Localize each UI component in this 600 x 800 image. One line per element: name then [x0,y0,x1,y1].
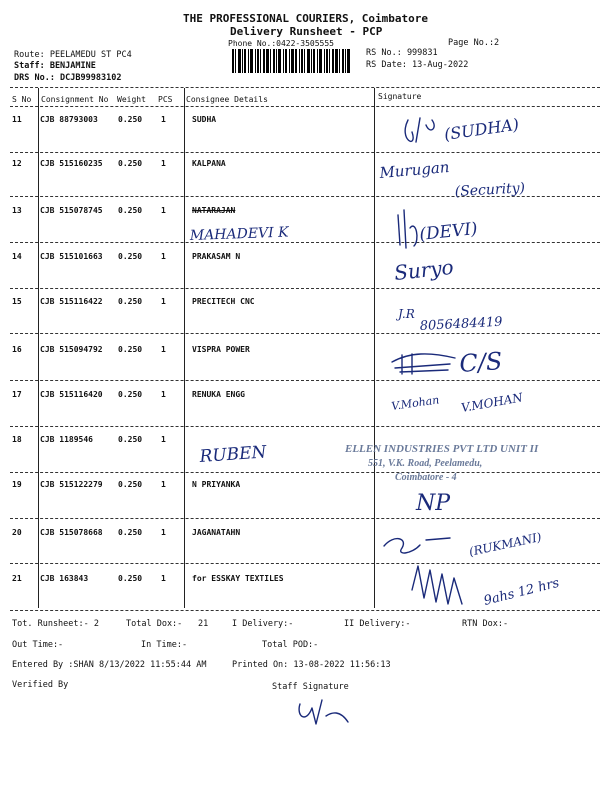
sig-r13: (DEVI) [418,218,479,245]
sig-r18: RUBEN [198,442,268,467]
row-consignee: N PRIYANKA [192,480,241,489]
row-sno: 18 [12,435,22,444]
row-consignee: JAGANATAHN [192,528,241,537]
company-title: THE PROFESSIONAL COURIERS, Coimbatore [183,12,429,25]
stamp-line1: ELLEN INDUSTRIES PVT LTD UNIT II [345,443,539,455]
total-dox-label: Total Dox:- [126,619,183,629]
rs-date: RS Date: 13-Aug-2022 [366,60,469,70]
col-sno: S No [12,95,32,104]
row-consignment: CJB 515101663 [40,252,103,261]
col-pcs: PCS [158,95,173,104]
stamp-line3: Coimbatore - 4 [395,472,457,483]
row-weight: 0.250 [118,435,143,444]
sig-r21: 9ahs 12 hrs [482,575,561,609]
col-signature: Signature [378,92,422,101]
row-pcs: 1 [161,574,166,583]
sig-r14: Suryo [393,254,455,285]
row-consignment: CJB 163843 [40,574,89,583]
row-consignment: CJB 515078668 [40,528,103,537]
row-consignee: PRECITECH CNC [192,297,255,306]
sig-r15-a: J.R [398,307,415,321]
total-pod: Total POD:- [262,640,319,650]
ii-delivery: II Delivery:- [344,619,411,629]
drs-number: DRS No.: DCJB99983102 [14,73,122,83]
row-consignment: CJB 515078745 [40,206,103,215]
row-consignment: CJB 515160235 [40,159,103,168]
row-sno: 13 [12,206,22,215]
row-consignee: SUDHA [192,115,217,124]
entered-by: Entered By :SHAN 8/13/2022 11:55:44 AM [12,660,207,670]
row-pcs: 1 [161,252,166,261]
row-consignee: RENUKA ENGG [192,390,245,399]
row-weight: 0.250 [118,480,143,489]
row-sno: 14 [12,252,22,261]
row-consignee: for ESSKAY TEXTILES [192,574,284,583]
row-consignee: NATARAJAN [192,206,236,215]
row-weight: 0.250 [118,528,143,537]
sig-r19: NP [416,491,451,516]
row-sno: 12 [12,159,22,168]
col-consignee: Consignee Details [186,95,268,104]
row-sno: 20 [12,528,22,537]
col-consignment: Consignment No [41,95,109,104]
stamp-line2: 551, V.K. Road, Peelamedu, [368,458,483,469]
total-dox-value: 21 [198,619,209,629]
row-pcs: 1 [161,297,166,306]
row-consignee: PRAKASAM N [192,252,241,261]
row-weight: 0.250 [118,115,143,124]
row-consignment: CJB 515116422 [40,297,103,306]
col-weight: Weight [117,95,146,104]
row-sno: 11 [12,115,22,124]
rtn-dox: RTN Dox:- [462,619,509,629]
sig-r12-a: Murugan [378,157,451,182]
row-pcs: 1 [161,480,166,489]
row-pcs: 1 [161,345,166,354]
tot-runsheet: Tot. Runsheet:- 2 [12,619,99,629]
row-weight: 0.250 [118,252,143,261]
out-time: Out Time:- [12,640,64,650]
row-sno: 21 [12,574,22,583]
sig-r17-b: V.MOHAN [460,390,524,415]
row-pcs: 1 [161,115,166,124]
staff: Staff: BENJAMINE [14,61,96,71]
row-pcs: 1 [161,206,166,215]
page-number: Page No.:2 [448,38,500,48]
i-delivery: I Delivery:- [232,619,294,629]
row-consignment: CJB 515122279 [40,480,103,489]
in-time: In Time:- [141,640,188,650]
row-consignment: CJB 515116420 [40,390,103,399]
row-sno: 17 [12,390,22,399]
row-weight: 0.250 [118,345,143,354]
row-pcs: 1 [161,528,166,537]
sig-r15-b: 8056484419 [419,314,503,334]
sig-r12-b: (Security) [454,180,526,200]
sig-r17-a: V.Mohan [390,393,441,413]
row-weight: 0.250 [118,297,143,306]
row-weight: 0.250 [118,574,143,583]
row-pcs: 1 [161,435,166,444]
row-weight: 0.250 [118,390,143,399]
rs-number: RS No.: 999831 [366,48,438,58]
row-sno: 19 [12,480,22,489]
row-pcs: 1 [161,159,166,168]
row-pcs: 1 [161,390,166,399]
printed-on: Printed On: 13-08-2022 11:56:13 [232,660,391,670]
row-consignment: CJB 515094792 [40,345,103,354]
route: Route: PEELAMEDU ST PC4 [14,50,132,60]
staff-signature-label: Staff Signature [272,682,349,692]
row-consignee: VISPRA POWER [192,345,250,354]
row-weight: 0.250 [118,206,143,215]
sig-r11: (SUDHA) [442,114,521,144]
row-consignment: CJB 88793003 [40,115,98,124]
sig-r16: C/S [458,347,504,378]
row-weight: 0.250 [118,159,143,168]
sig-r20: (RUKMANI) [467,529,543,559]
row-consignment: CJB 1189546 [40,435,93,444]
runsheet-subtitle: Delivery Runsheet - PCP [230,25,383,38]
row-sno: 15 [12,297,22,306]
row-sno: 16 [12,345,22,354]
phone-number: Phone No.:0422-3505555 [228,39,334,48]
verified-by: Verified By [12,680,69,690]
sig-r13-name: MAHADEVI K [189,224,289,244]
row-consignee: KALPANA [192,159,226,168]
